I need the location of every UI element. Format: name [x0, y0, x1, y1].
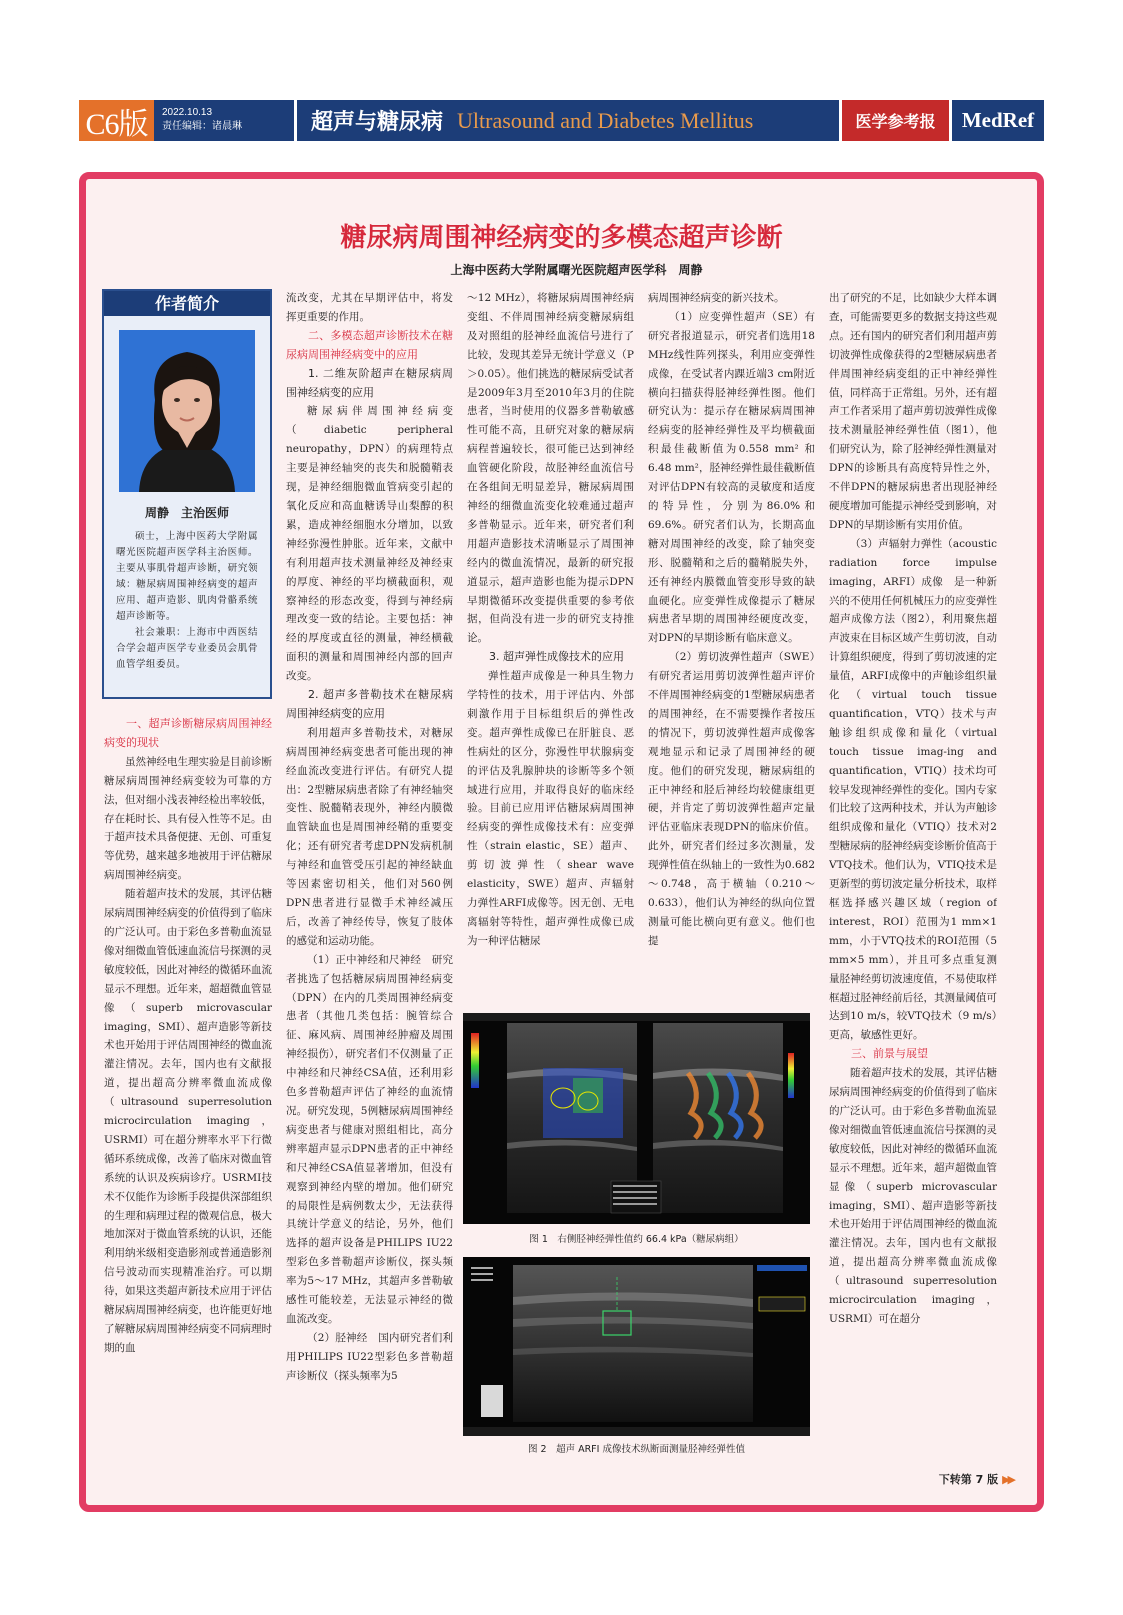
body-paragraph: （1）应变弹性超声（SE）有研究者报道显示，研究者们选用18 MHz线性阵列探头，利用应变弹性成像，在受试者内踝近端3 cm附近横向扫描获得胫神经弹性图。他们研究认为：提示存在糖尿病周围神经病变的胫神经弹性及平均横截面积最佳截断值为0.558 mm² 和6.48 mm²，胫神经弹性最佳截断值对评估DPN有较高的灵敏度和适度的特异性，分别为86.0%和69.6%。研究者们认为，长期高血糖对周围神经的改变，除了轴突变形、脱髓鞘和之后的髓鞘脱失外，还有神经内膜微血管变形导致的缺血硬化。应变弹性成像提示了糖尿病患者早期的周围神经硬度改变，对DPN的早期诊断有临床意义。	[648, 310, 815, 645]
text-column-2	[286, 289, 453, 1454]
text-column-4	[648, 289, 815, 1009]
issue-date: 2022.10.13	[162, 107, 213, 118]
body-paragraph: 出了研究的不足，比如缺少大样本调查，可能需要更多的数据支持这些观点。还有国内的研究者们利用超声剪切波弹性成像获得的2型糖尿病患者伴周围神经病变组的正中神经弹性值，同样高于正常组。另外，还有超声工作者采用了超声剪切波弹性成像技术测量胫神经弹性值（图1），他们研究认为，除了胫神经弹性测量对DPN的诊断具有高度特异性之外，不伴DPN的糖尿病患者出现胫神经硬度增加可能提示神经受到影响，对DPN的早期诊断有实用价值。	[829, 292, 997, 531]
body-paragraph: （2）胫神经 国内研究者们利用PHILIPS IU22型彩色多普勒超声诊断仪（探头频率为5	[286, 1331, 453, 1382]
section-title-cn: 超声与糖尿病	[311, 110, 444, 135]
double-arrow-icon: ▶▶	[1002, 1472, 1013, 1486]
figure-2-caption: 图 2 超声 ARFI 成像技术纵断面测量胫神经弹性值	[528, 1444, 745, 1455]
article-byline: 上海中医药大学附属曙光医院超声医学科 周静	[450, 263, 703, 277]
subsection-heading: 3. 超声弹性成像技术的应用	[489, 650, 624, 664]
article-title: 糖尿病周围神经病变的多模态超声诊断	[340, 223, 783, 253]
issue-editor: 责任编辑：诸晨琳	[162, 121, 242, 132]
issue-info	[154, 100, 294, 141]
section-heading: 二、多模态超声诊断技术在糖尿病周围神经病变中的应用	[286, 328, 453, 361]
text-column-3	[467, 289, 634, 1009]
section-heading: 一、超声诊断糖尿病周围神经病变的现状	[104, 717, 272, 749]
body-paragraph: 利用超声多普勒技术，对糖尿病周围神经病变患者可能出现的神经血流改变进行评估。有研究人提出：2型糖尿病患者除了有神经轴突变性、脱髓鞘表现外，神经内膜微血管缺血也是周围神经鞘的重要变化；还有研究者考虑DPN发病机制与神经和血管受压引起的神经缺血等因素密切相关，他们对560例DPN患者进行显微手术神经减压后，改善了神经传导，恢复了肢体的感觉和运动功能。	[286, 726, 453, 947]
author-photo	[119, 330, 255, 492]
brand-name-en: MedRef	[952, 100, 1044, 141]
author-profile-box	[102, 289, 272, 699]
body-paragraph: 弹性超声成像是一种具生物力学特性的技术，用于评估内、外部刺激作用于目标组织后的弹性改变。超声弹性成像已在肝脏良、恶性病灶的区分，弥漫性甲状腺病变的评估及乳腺肿块的诊断等多个领域进行应用，并取得良好的临床经验。目前已应用评估糖尿病周围神经病变的弹性成像技术有：应变弹性（strain elastic，SE）超声、剪切波弹性（shear wave elasticity，SWE）超声、声辐射力弹性ARFI成像等。因无创、无电离辐射等特性，超声弹性成像已成为一种评估糖尿	[467, 670, 634, 947]
body-paragraph: 病周围神经病变的新兴技术。	[648, 292, 785, 304]
brand-name-cn: 医学参考报	[842, 100, 949, 141]
body-paragraph: （1）正中神经和尺神经 研究者挑选了包括糖尿病周围神经病变（DPN）在内的几类周围神经病变患者（其他几类包括：腕管综合征、麻风病、周围神经肿瘤及周围神经损伤），研究者们不仅测量了正中神经和尺神经CSA值，还利用彩色多普勒超声评估了神经的血流情况。研究发现，5例糖尿病周围神经病变患者与健康对照组相比，高分辨率超声显示DPN患者的正中神经和尺神经CSA值显著增加，但没有观察到神经内壁的增加。他们研究的局限性是病例数太少，无法获得具统计学意义的结论，另外，他们选择的超声设备是PHILIPS IU22型彩色多普勒超声诊断仪，探头频率为5～17 MHz，其超声多普勒敏感性可能较差，无法显示神经的微血流改变。	[286, 953, 453, 1325]
masthead	[79, 100, 1044, 141]
author-name: 周静 主治医师	[144, 506, 229, 520]
author-profile-heading: 作者简介	[104, 291, 270, 316]
body-paragraph: ～12 MHz），将糖尿病周围神经病变组、不伴周围神经病变糖尿病组及对照组的胫神经血流信号进行了比较，发现其差异无统计学意义（P＞0.05）。他们挑选的糖尿病受试者是2009年3月至2010年3月的住院患者，当时使用的仪器多普勒敏感性可能不高，且研究对象的糖尿病病程普遍较长，很可能已达到神经血管硬化阶段，故胫神经血流信号在各组间无明显差异，糖尿病周围神经的细微血流变化较难通过超声多普勒显示。近年来，研究者们利用超声造影技术清晰显示了周围神经内的微血流情况，最新的研究报道显示，超声造影也能为提示DPN早期微循环改变提供重要的参考依据，但尚没有进一步的研究支持推论。	[467, 292, 634, 645]
article-panel	[79, 172, 1044, 1512]
body-paragraph: （2）剪切波弹性超声（SWE）有研究者运用剪切波弹性超声评价不伴周围神经病变的1型糖尿病患者的周围神经，在不需要操作者按压的情况下，剪切波弹性超声成像客观地显示和记录了周围神经的硬度。他们的研究发现，糖尿病组的正中神经和胫后神经均较健康组更硬，并肯定了剪切波弹性超声定量评估亚临床表现DPN的临床价值。此外，研究者们经过多次测量，发现弹性值在纵轴上的一致性为0.682～0.748，高于横轴（0.210～0.633），他们认为神经的纵向位置测量可能比横向更有意义。他们也提	[648, 651, 815, 947]
author-bio	[104, 521, 270, 673]
body-paragraph: 随着超声技术的发展，其评估糖尿病周围神经病变的价值得到了临床的广泛认可。由于彩色多普勒血流显像对细微血管低速血流信号探测的灵敏度较低，因此对神经的微循环血流显示不理想。近年来，超声超微血管显像（superb microvascular imaging，SMI）、超声造影等新技术也开始用于评估周围神经的微血流灌注情况。去年，国内也有文献报道，提出超高分辨率微血流成像（ultrasound superresolution microcirculation imaging，USRMI）可在超分	[829, 1067, 997, 1325]
text-column-1	[104, 715, 272, 1455]
body-paragraph: 流改变，尤其在早期评估中，将发挥更重要的作用。	[286, 292, 453, 323]
body-paragraph: 糖尿病伴周围神经病变（diabetic peripheral neuropathy，DPN）的病理特点主要是神经轴突的丧失和脱髓鞘表现，是神经细胞微血管病变引起的氧化反应和高血糖诱导山梨醇的积累，造成神经细胞水分增加，以致神经弥漫性肿胀。近年来，文献中有利用超声技术测量神经及神经束的厚度、神经的平均横截面积，观察神经的形态改变，得到与神经病理改变一致的结论。主要包括：神经的厚度或直径的测量，神经横截面积的测量和周围神经内部的回声改变。	[286, 405, 453, 683]
author-bio-text: 社会兼职：上海市中西医结合学会超声医学专业委员会肌骨血管学组委员。	[116, 627, 258, 670]
section-heading: 三、前景与展望	[851, 1047, 928, 1061]
section-title-en: Ultrasound and Diabetes Mellitus	[457, 107, 754, 133]
body-paragraph: （3）声辐射力弹性（acoustic radiation force impulse imaging，ARFI）成像 是一种新兴的不使用任何机械压力的应变弹性超声成像方法（图2），利用聚焦超声波束在目标区域产生剪切波，自动计算组织硬度，得到了剪切波速的定量值，ARFI成像中的声触诊组织量化（virtual touch tissue quantification，VTQ）技术与声触诊组织成像和量化（virtual touch tissue imag-ing and quantification，VTIQ）技术均可较早发现神经弹性的变化。国内专家们比较了这两种技术，并认为声触诊组织成像和量化（VTIQ）技术对2型糖尿病的胫神经病变诊断价值高于VTQ技术。他们认为，VTIQ技术是更新型的剪切波定量分析技术，取样框选择感兴趣区域（region of interest，ROI）范围为1 mm×1 mm，小于VTQ技术的ROI范围（5 mm×5 mm），并且可多点重复测量胫神经剪切波速度值，不易使取样框超过胫神经前后径，其测量阈值可达到10 m/s，较VTQ技术（9 m/s）更高，敏感性更好。	[829, 537, 997, 1042]
continued-on-page	[939, 1471, 1013, 1487]
continued-label: 下转第 7 版	[938, 1473, 999, 1486]
figure-1-ultrasound-image	[463, 1013, 810, 1224]
body-paragraph: 随着超声技术的发展，其评估糖尿病周围神经病变的价值得到了临床的广泛认可。由于彩色多普勒血流显像对细微血管低速血流信号探测的灵敏度较低，因此对神经的微循环血流显示不理想。近年来，超超微血管显像（superb microvascular imaging，SMI）、超声造影等新技术也开始用于评估周围神经的微血流灌注情况。去年，国内也有文献报道，提出超高分辨率微血流成像（ultrasound superresolution microcirculation imaging，USRMI）可在超分辨率水平下行微循环系统成像，改善了临床对微血管系统的认识及疾病诊疗。USRMI技术不仅能作为诊断手段提供深部组织的生理和病理过程的微观信息，极大地加深对于微血管系统的认识，还能利用纳米级相变造影剂或普通造影剂信号波动而实现精准治疗。可以期待，如果这类超声新技术应用于评估糖尿病周围神经病变，也许能更好地了解糖尿病周围神经病变不同病理时期的血	[104, 888, 272, 1354]
subsection-heading: 1. 二维灰阶超声在糖尿病周围神经病变的应用	[286, 366, 453, 399]
subsection-heading: 2. 超声多普勒技术在糖尿病周围神经病变的应用	[286, 688, 453, 720]
figure-2-ultrasound-image	[463, 1257, 810, 1436]
figure-1-caption: 图 1 右侧胫神经弹性值约 66.4 kPa（糖尿病组）	[529, 1234, 744, 1245]
body-paragraph: 虽然神经电生理实验是目前诊断糖尿病周围神经病变较为可靠的方法，但对细小浅表神经检出率较低，存在耗时长、具有侵入性等不足。由于超声技术具备便捷、无创、可重复等优势，越来越多地被用于评估糖尿病周围神经病变。	[104, 755, 272, 882]
section-title	[297, 100, 839, 141]
author-bio-text: 硕士，上海中医药大学附属曙光医院超声医学科主治医师。主要从事肌骨超声诊断，研究领域：糖尿病周围神经病变的超声应用、超声造影、肌肉骨骼系统超声诊断等。	[116, 531, 258, 622]
text-column-5	[829, 289, 997, 1449]
edition-label: C6版	[79, 100, 154, 141]
